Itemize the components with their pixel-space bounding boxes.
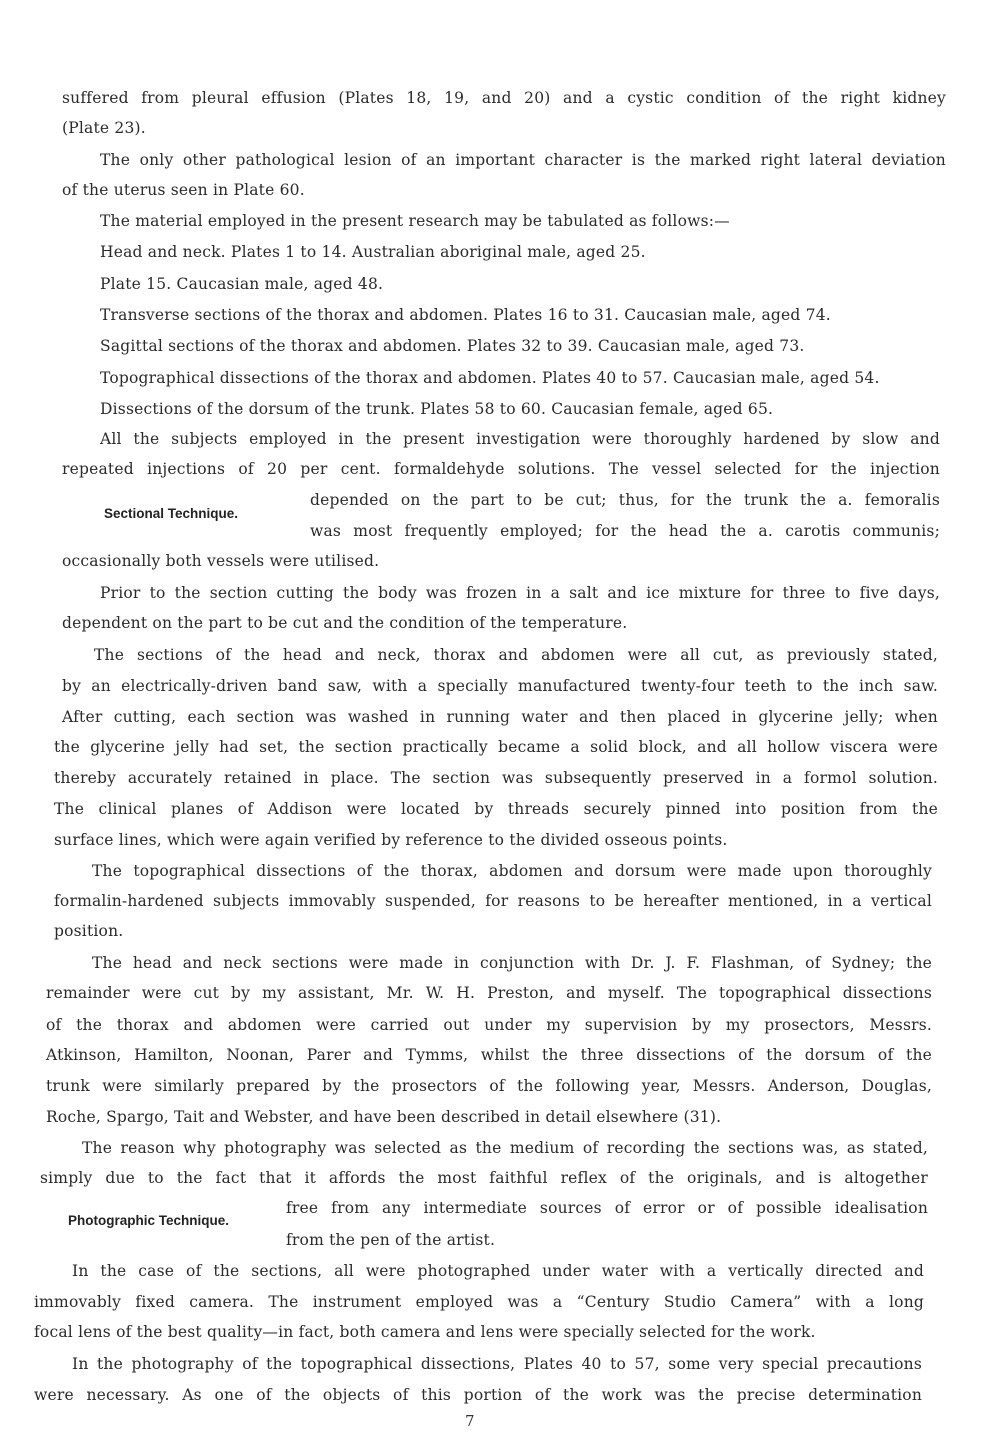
text-line: surface lines, which were again verified by reference to the divided osseous points.: [54, 831, 728, 849]
text-line: suffered from pleural effusion (Plates 18, 19, and 20) and a cystic condition of the right kidney: [62, 89, 946, 107]
text-line: Atkinson, Hamilton, Noonan, Parer and Tymms, whilst the three dissections of the dorsum of the: [46, 1046, 932, 1064]
text-line: The material employed in the present research may be tabulated as follows:—: [100, 212, 730, 230]
text-line: remainder were cut by my assistant, Mr. W. H. Preston, and myself. The topographical dissections: [46, 984, 932, 1002]
text-line: simply due to the fact that it affords the most faithful reflex of the originals, and is altogether: [40, 1169, 928, 1187]
text-line: Sagittal sections of the thorax and abdomen. Plates 32 to 39. Caucasian male, aged 73.: [100, 337, 805, 355]
text-line: thereby accurately retained in place. The section was subsequently preserved in a formol solution.: [54, 769, 938, 787]
text-line: the glycerine jelly had set, the section practically became a solid block, and all hollow viscera were: [54, 738, 938, 756]
text-line: The reason why photography was selected as the medium of recording the sections was, as stated,: [82, 1139, 928, 1157]
text-line: trunk were similarly prepared by the prosectors of the following year, Messrs. Anderson, Douglas,: [46, 1077, 932, 1095]
text-line: by an electrically-driven band saw, with a specially manufactured twenty-four teeth to the inch saw.: [62, 677, 938, 695]
text-line: The topographical dissections of the thorax, abdomen and dorsum were made upon thoroughly: [92, 862, 932, 880]
text-line: of the uterus seen in Plate 60.: [62, 181, 305, 199]
text-line: depended on the part to be cut; thus, for the trunk the a. femoralis: [310, 491, 940, 509]
text-line: The head and neck sections were made in conjunction with Dr. J. F. Flashman, of Sydney; the: [92, 954, 932, 972]
text-line: The clinical planes of Addison were located by threads securely pinned into position from the: [54, 800, 938, 818]
text-line: free from any intermediate sources of error or of possible idealisation: [286, 1199, 928, 1217]
text-line: immovably fixed camera. The instrument employed was a “Century Studio Camera” with a long: [34, 1293, 924, 1311]
text-line: position.: [54, 922, 124, 940]
text-line: Transverse sections of the thorax and abdomen. Plates 16 to 31. Caucasian male, aged 74.: [100, 306, 831, 324]
text-line: The only other pathological lesion of an important character is the marked right lateral deviation: [100, 151, 946, 169]
text-line: of the thorax and abdomen were carried out under my supervision by my prosectors, Messrs.: [46, 1016, 932, 1034]
text-line: dependent on the part to be cut and the condition of the temperature.: [62, 614, 628, 632]
text-line: Roche, Spargo, Tait and Webster, and have been described in detail elsewhere (31).: [46, 1108, 722, 1126]
text-line: Plate 15. Caucasian male, aged 48.: [100, 275, 384, 293]
text-line: In the photography of the topographical dissections, Plates 40 to 57, some very special precautions: [72, 1355, 922, 1373]
text-line: was most frequently employed; for the head the a. carotis communis;: [310, 522, 940, 540]
side-heading-sectional-technique: Sectional Technique.: [104, 506, 239, 521]
text-line: In the case of the sections, all were photographed under water with a vertically directed and: [72, 1262, 924, 1280]
text-line: All the subjects employed in the present investigation were thoroughly hardened by slow and: [100, 430, 940, 448]
text-line: Topographical dissections of the thorax and abdomen. Plates 40 to 57. Caucasian male, aged 54.: [100, 369, 880, 387]
text-line: Prior to the section cutting the body was frozen in a salt and ice mixture for three to five days,: [100, 584, 940, 602]
text-line: The sections of the head and neck, thorax and abdomen were all cut, as previously stated,: [94, 646, 938, 664]
text-line: were necessary. As one of the objects of this portion of the work was the precise determination: [34, 1386, 922, 1404]
text-line: After cutting, each section was washed in running water and then placed in glycerine jelly; when: [62, 708, 938, 726]
text-line: (Plate 23).: [62, 119, 146, 137]
text-line: formalin-hardened subjects immovably suspended, for reasons to be hereafter mentioned, in a vertical: [54, 892, 932, 910]
text-line: from the pen of the artist.: [286, 1231, 496, 1249]
side-heading-photographic-technique: Photographic Technique.: [68, 1213, 230, 1228]
text-line: focal lens of the best quality—in fact, both camera and lens were specially selected for the work.: [34, 1323, 816, 1341]
text-line: Head and neck. Plates 1 to 14. Australian aboriginal male, aged 25.: [100, 243, 646, 261]
text-line: Dissections of the dorsum of the trunk. Plates 58 to 60. Caucasian female, aged 65.: [100, 400, 774, 418]
text-line: occasionally both vessels were utilised.: [62, 552, 380, 570]
page-number: 7: [465, 1412, 475, 1430]
text-line: repeated injections of 20 per cent. formaldehyde solutions. The vessel selected for the injection: [62, 460, 940, 478]
